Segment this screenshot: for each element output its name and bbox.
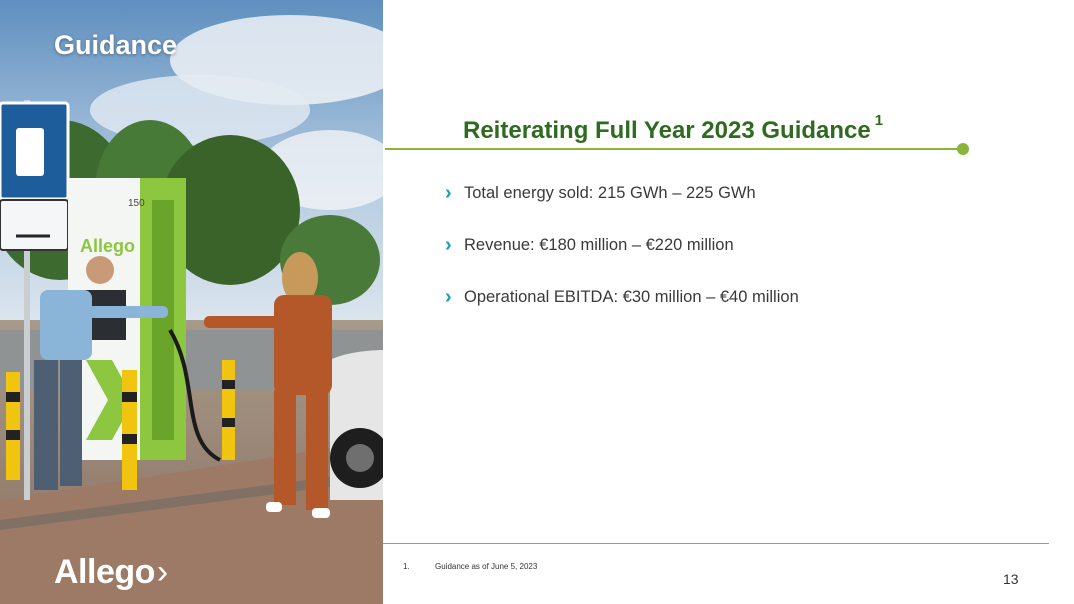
footnote-number: 1. xyxy=(403,562,410,571)
chevron-right-icon: › xyxy=(445,182,452,204)
logo-text: Allego xyxy=(54,553,155,591)
guidance-item xyxy=(445,284,799,310)
guidance-item-text: Operational EBITDA: €30 million – €40 million xyxy=(464,287,799,306)
divider-end-dot xyxy=(957,143,969,155)
guidance-list xyxy=(445,180,799,336)
heading-divider xyxy=(385,148,959,150)
guidance-item-text: Total energy sold: 215 GWh – 225 GWh xyxy=(464,183,756,202)
footer-divider xyxy=(383,543,1049,544)
guidance-heading xyxy=(463,112,884,145)
chevron-right-icon: › xyxy=(445,286,452,308)
heading-footnote-marker: 1 xyxy=(874,112,884,129)
heading-text: Reiterating Full Year 2023 Guidance xyxy=(463,117,871,144)
section-title: Guidance xyxy=(54,30,178,60)
chevron-right-icon: › xyxy=(445,234,452,256)
hero-photo xyxy=(0,0,383,604)
footnote xyxy=(403,562,537,571)
ev-charging-illustration xyxy=(0,0,383,604)
charger-power-label: 150 xyxy=(128,198,145,209)
guidance-item xyxy=(445,232,799,258)
footnote-text: Guidance as of June 5, 2023 xyxy=(435,562,538,571)
page-number: 13 xyxy=(1003,571,1019,587)
allego-logo xyxy=(54,553,168,592)
guidance-item xyxy=(445,180,799,206)
chevron-right-icon: › xyxy=(156,553,168,591)
charger-brand-label: Allego xyxy=(80,236,136,256)
guidance-item-text: Revenue: €180 million – €220 million xyxy=(464,235,734,254)
